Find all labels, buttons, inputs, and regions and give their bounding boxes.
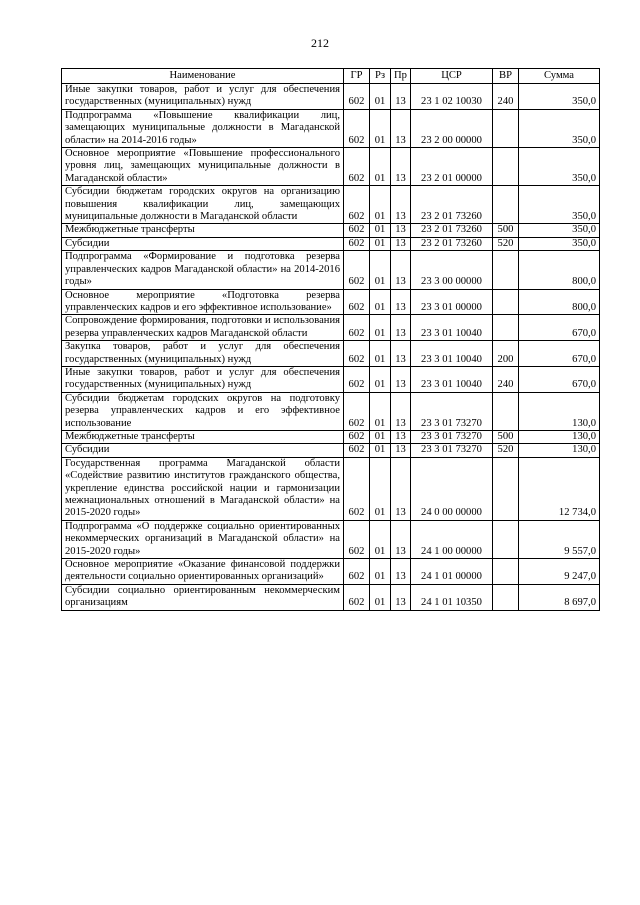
cell-rz: 01 bbox=[370, 520, 391, 558]
cell-sum: 12 734,0 bbox=[519, 457, 600, 520]
cell-pr: 13 bbox=[391, 251, 411, 289]
table-row bbox=[62, 237, 600, 250]
cell-vr bbox=[493, 109, 519, 147]
cell-csr: 23 3 01 73270 bbox=[411, 444, 493, 457]
cell-rz: 01 bbox=[370, 289, 391, 315]
cell-name: Подпрограмма «Повышение квалификации лиц, замещающих муниципальные должности в Магаданской области» на 2014-2016 годы» bbox=[62, 109, 344, 147]
cell-vr: 520 bbox=[493, 237, 519, 250]
table-row bbox=[62, 559, 600, 585]
page-number: 212 bbox=[311, 36, 329, 50]
cell-gr: 602 bbox=[344, 430, 370, 443]
header-name: Наименование bbox=[62, 69, 344, 84]
cell-sum: 670,0 bbox=[519, 315, 600, 341]
cell-rz: 01 bbox=[370, 559, 391, 585]
cell-sum: 350,0 bbox=[519, 148, 600, 186]
table-row bbox=[62, 392, 600, 430]
cell-name: Межбюджетные трансферты bbox=[62, 224, 344, 237]
cell-gr: 602 bbox=[344, 251, 370, 289]
cell-pr: 13 bbox=[391, 84, 411, 110]
cell-gr: 602 bbox=[344, 584, 370, 610]
cell-csr: 24 1 01 10350 bbox=[411, 584, 493, 610]
cell-sum: 350,0 bbox=[519, 237, 600, 250]
cell-vr: 520 bbox=[493, 444, 519, 457]
cell-gr: 602 bbox=[344, 520, 370, 558]
cell-gr: 602 bbox=[344, 444, 370, 457]
table-row bbox=[62, 520, 600, 558]
cell-csr: 23 3 01 10040 bbox=[411, 315, 493, 341]
cell-gr: 602 bbox=[344, 366, 370, 392]
cell-csr: 24 1 00 00000 bbox=[411, 520, 493, 558]
cell-name: Основное мероприятие «Подготовка резерва управленческих кадров и его эффективное использование» bbox=[62, 289, 344, 315]
cell-rz: 01 bbox=[370, 315, 391, 341]
cell-pr: 13 bbox=[391, 444, 411, 457]
cell-rz: 01 bbox=[370, 584, 391, 610]
cell-rz: 01 bbox=[370, 224, 391, 237]
cell-rz: 01 bbox=[370, 366, 391, 392]
header-rz: Рз bbox=[370, 69, 391, 84]
cell-sum: 800,0 bbox=[519, 251, 600, 289]
table-row bbox=[62, 224, 600, 237]
cell-csr: 23 2 01 73260 bbox=[411, 224, 493, 237]
cell-sum: 670,0 bbox=[519, 366, 600, 392]
cell-name: Основное мероприятие «Повышение профессионального уровня лиц, замещающих муниципальные должности в Магаданской области» bbox=[62, 148, 344, 186]
table-row bbox=[62, 315, 600, 341]
cell-pr: 13 bbox=[391, 148, 411, 186]
cell-sum: 9 247,0 bbox=[519, 559, 600, 585]
cell-sum: 130,0 bbox=[519, 444, 600, 457]
cell-pr: 13 bbox=[391, 315, 411, 341]
cell-pr: 13 bbox=[391, 584, 411, 610]
table-row bbox=[62, 341, 600, 367]
header-vr: ВР bbox=[493, 69, 519, 84]
cell-csr: 23 3 01 73270 bbox=[411, 392, 493, 430]
cell-csr: 23 3 01 73270 bbox=[411, 430, 493, 443]
cell-gr: 602 bbox=[344, 148, 370, 186]
cell-sum: 670,0 bbox=[519, 341, 600, 367]
budget-table bbox=[61, 68, 600, 611]
cell-rz: 01 bbox=[370, 430, 391, 443]
cell-vr bbox=[493, 289, 519, 315]
cell-pr: 13 bbox=[391, 341, 411, 367]
cell-sum: 350,0 bbox=[519, 186, 600, 224]
cell-csr: 23 2 01 00000 bbox=[411, 148, 493, 186]
cell-rz: 01 bbox=[370, 84, 391, 110]
cell-vr bbox=[493, 392, 519, 430]
cell-name: Закупка товаров, работ и услуг для обеспечения государственных (муниципальных) нужд bbox=[62, 341, 344, 367]
cell-vr bbox=[493, 186, 519, 224]
cell-name: Государственная программа Магаданской области «Содействие развитию институтов гражданского общества, укрепление единства российской нации и гармонизации межнациональных отношений в Магаданской области» на 2015-2020 годы» bbox=[62, 457, 344, 520]
cell-pr: 13 bbox=[391, 237, 411, 250]
header-sum: Сумма bbox=[519, 69, 600, 84]
cell-gr: 602 bbox=[344, 237, 370, 250]
cell-gr: 602 bbox=[344, 109, 370, 147]
cell-vr bbox=[493, 457, 519, 520]
header-csr: ЦСР bbox=[411, 69, 493, 84]
cell-vr bbox=[493, 559, 519, 585]
cell-csr: 23 2 01 73260 bbox=[411, 186, 493, 224]
cell-csr: 24 0 00 00000 bbox=[411, 457, 493, 520]
cell-gr: 602 bbox=[344, 457, 370, 520]
cell-vr bbox=[493, 584, 519, 610]
cell-sum: 350,0 bbox=[519, 224, 600, 237]
table-row bbox=[62, 289, 600, 315]
cell-gr: 602 bbox=[344, 559, 370, 585]
cell-csr: 23 2 01 73260 bbox=[411, 237, 493, 250]
table-row bbox=[62, 251, 600, 289]
table-row bbox=[62, 109, 600, 147]
cell-vr bbox=[493, 251, 519, 289]
cell-vr bbox=[493, 520, 519, 558]
header-gr: ГР bbox=[344, 69, 370, 84]
table-row bbox=[62, 444, 600, 457]
cell-vr: 240 bbox=[493, 84, 519, 110]
cell-sum: 8 697,0 bbox=[519, 584, 600, 610]
table-row bbox=[62, 457, 600, 520]
cell-sum: 130,0 bbox=[519, 430, 600, 443]
cell-name: Подпрограмма «О поддержке социально ориентированных некоммерческих организаций в Магаданской области» на 2015-2020 годы» bbox=[62, 520, 344, 558]
cell-name: Субсидии bbox=[62, 444, 344, 457]
table-header-row bbox=[62, 69, 600, 84]
cell-rz: 01 bbox=[370, 444, 391, 457]
cell-name: Подпрограмма «Формирование и подготовка резерва управленческих кадров Магаданской области» на 2014-2016 годы» bbox=[62, 251, 344, 289]
cell-pr: 13 bbox=[391, 289, 411, 315]
cell-pr: 13 bbox=[391, 366, 411, 392]
cell-csr: 23 1 02 10030 bbox=[411, 84, 493, 110]
cell-csr: 23 3 01 10040 bbox=[411, 341, 493, 367]
cell-vr: 200 bbox=[493, 341, 519, 367]
table-row bbox=[62, 584, 600, 610]
cell-gr: 602 bbox=[344, 392, 370, 430]
cell-pr: 13 bbox=[391, 109, 411, 147]
cell-pr: 13 bbox=[391, 186, 411, 224]
cell-sum: 350,0 bbox=[519, 84, 600, 110]
cell-gr: 602 bbox=[344, 84, 370, 110]
cell-name: Иные закупки товаров, работ и услуг для обеспечения государственных (муниципальных) нужд bbox=[62, 84, 344, 110]
cell-pr: 13 bbox=[391, 392, 411, 430]
cell-gr: 602 bbox=[344, 341, 370, 367]
cell-rz: 01 bbox=[370, 457, 391, 520]
table-row bbox=[62, 366, 600, 392]
cell-pr: 13 bbox=[391, 224, 411, 237]
cell-vr: 240 bbox=[493, 366, 519, 392]
cell-csr: 23 2 00 00000 bbox=[411, 109, 493, 147]
cell-gr: 602 bbox=[344, 224, 370, 237]
cell-pr: 13 bbox=[391, 559, 411, 585]
cell-csr: 23 3 00 00000 bbox=[411, 251, 493, 289]
cell-rz: 01 bbox=[370, 251, 391, 289]
cell-rz: 01 bbox=[370, 148, 391, 186]
table-row bbox=[62, 186, 600, 224]
cell-gr: 602 bbox=[344, 186, 370, 224]
cell-gr: 602 bbox=[344, 289, 370, 315]
cell-name: Субсидии bbox=[62, 237, 344, 250]
cell-csr: 24 1 01 00000 bbox=[411, 559, 493, 585]
cell-pr: 13 bbox=[391, 430, 411, 443]
cell-csr: 23 3 01 00000 bbox=[411, 289, 493, 315]
header-pr: Пр bbox=[391, 69, 411, 84]
cell-rz: 01 bbox=[370, 392, 391, 430]
cell-vr: 500 bbox=[493, 430, 519, 443]
cell-vr: 500 bbox=[493, 224, 519, 237]
cell-vr bbox=[493, 148, 519, 186]
table-row bbox=[62, 84, 600, 110]
cell-sum: 130,0 bbox=[519, 392, 600, 430]
cell-gr: 602 bbox=[344, 315, 370, 341]
cell-name: Субсидии бюджетам городских округов на организацию повышения квалификации лиц, замещающих муниципальные должности в Магаданской области bbox=[62, 186, 344, 224]
cell-sum: 350,0 bbox=[519, 109, 600, 147]
cell-pr: 13 bbox=[391, 457, 411, 520]
cell-name: Сопровождение формирования, подготовки и использования резерва управленческих кадров Магаданской области bbox=[62, 315, 344, 341]
cell-csr: 23 3 01 10040 bbox=[411, 366, 493, 392]
table-row bbox=[62, 430, 600, 443]
cell-name: Субсидии бюджетам городских округов на подготовку резерва управленческих кадров и его эффективное использование bbox=[62, 392, 344, 430]
cell-sum: 800,0 bbox=[519, 289, 600, 315]
table-row bbox=[62, 148, 600, 186]
cell-rz: 01 bbox=[370, 237, 391, 250]
cell-name: Межбюджетные трансферты bbox=[62, 430, 344, 443]
cell-name: Субсидии социально ориентированным некоммерческим организациям bbox=[62, 584, 344, 610]
cell-vr bbox=[493, 315, 519, 341]
cell-name: Основное мероприятие «Оказание финансовой поддержки деятельности социально ориентированных организаций» bbox=[62, 559, 344, 585]
cell-rz: 01 bbox=[370, 341, 391, 367]
cell-pr: 13 bbox=[391, 520, 411, 558]
cell-rz: 01 bbox=[370, 109, 391, 147]
cell-name: Иные закупки товаров, работ и услуг для обеспечения государственных (муниципальных) нужд bbox=[62, 366, 344, 392]
cell-sum: 9 557,0 bbox=[519, 520, 600, 558]
cell-rz: 01 bbox=[370, 186, 391, 224]
